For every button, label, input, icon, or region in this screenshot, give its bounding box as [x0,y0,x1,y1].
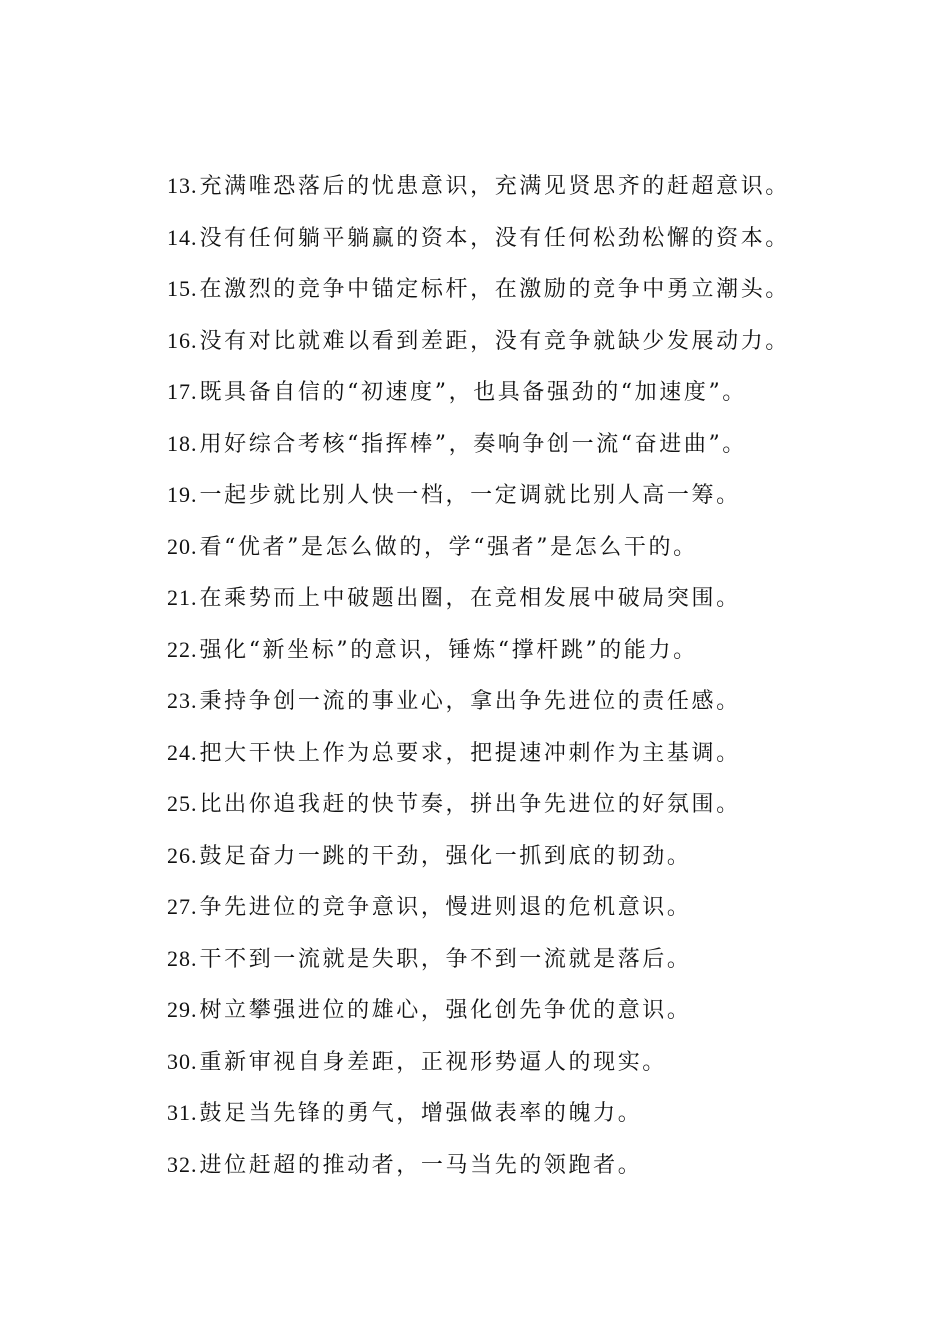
item-text: 强化“新坐标”的意识，锤炼“撑杆跳”的能力。 [199,637,698,663]
item-text: 没有任何躺平躺赢的资本，没有任何松劲松懈的资本。 [199,225,790,251]
list-item [167,576,847,628]
item-text: 重新审视自身差距，正视形势逼人的现实。 [199,1049,667,1075]
item-text: 鼓足当先锋的勇气，增强做表率的魄力。 [199,1101,643,1126]
list-item [167,731,847,783]
list-item [167,628,847,680]
item-number: 18. [167,430,198,456]
item-number: 27. [167,894,198,919]
item-text: 比出你追我赶的快节奏，拼出争先进位的好氛围。 [199,792,741,817]
list-item [167,525,847,577]
item-number: 25. [167,791,198,816]
item-text: 在激烈的竞争中锚定标杆，在激励的竞争中勇立潮头。 [199,277,790,302]
list-item [167,834,847,886]
item-text: 用好综合考核“指挥棒”，奏响争创一流“奋进曲”。 [199,431,747,457]
list-item [167,370,847,422]
list-item [167,988,847,1040]
slogan-list [167,164,847,1194]
item-number: 29. [167,997,198,1022]
item-text: 鼓足奋力一跳的干劲，强化一抓到底的韧劲。 [199,843,692,869]
item-number: 14. [167,224,198,250]
list-item [167,1040,847,1092]
list-item [167,422,847,474]
list-item [167,164,847,216]
item-number: 28. [167,945,198,971]
item-number: 31. [167,1100,198,1125]
item-number: 20. [167,533,198,559]
list-item [167,473,847,525]
item-number: 21. [167,585,198,610]
list-item [167,267,847,319]
item-text: 看“优者”是怎么做的，学“强者”是怎么干的。 [199,534,698,560]
item-number: 13. [167,173,198,198]
list-item [167,1091,847,1143]
item-number: 19. [167,482,198,507]
item-number: 32. [167,1151,198,1177]
item-number: 16. [167,327,198,353]
item-text: 既具备自信的“初速度”，也具备强劲的“加速度”。 [199,380,747,405]
list-item [167,885,847,937]
item-number: 15. [167,276,198,301]
item-text: 进位赶超的推动者，一马当先的领跑者。 [199,1152,643,1178]
item-number: 22. [167,636,198,662]
list-item [167,1143,847,1195]
item-number: 30. [167,1048,198,1074]
list-item [167,216,847,268]
item-text: 没有对比就难以看到差距，没有竞争就缺少发展动力。 [199,328,790,354]
item-text: 争先进位的竞争意识，慢进则退的危机意识。 [199,895,692,920]
item-text: 秉持争创一流的事业心，拿出争先进位的责任感。 [199,689,741,714]
item-text: 干不到一流就是失职，争不到一流就是落后。 [199,946,692,972]
list-item [167,782,847,834]
item-number: 23. [167,688,198,713]
item-number: 24. [167,739,198,765]
item-number: 26. [167,842,198,868]
item-text: 树立攀强进位的雄心，强化创先争优的意识。 [199,998,692,1023]
item-number: 17. [167,379,198,404]
item-text: 在乘势而上中破题出圈，在竞相发展中破局突围。 [199,586,741,611]
list-item [167,937,847,989]
item-text: 充满唯恐落后的忧患意识，充满见贤思齐的赶超意识。 [199,174,790,199]
list-item [167,679,847,731]
item-text: 一起步就比别人快一档，一定调就比别人高一筹。 [199,483,741,508]
item-text: 把大干快上作为总要求，把提速冲刺作为主基调。 [199,740,741,766]
list-item [167,319,847,371]
